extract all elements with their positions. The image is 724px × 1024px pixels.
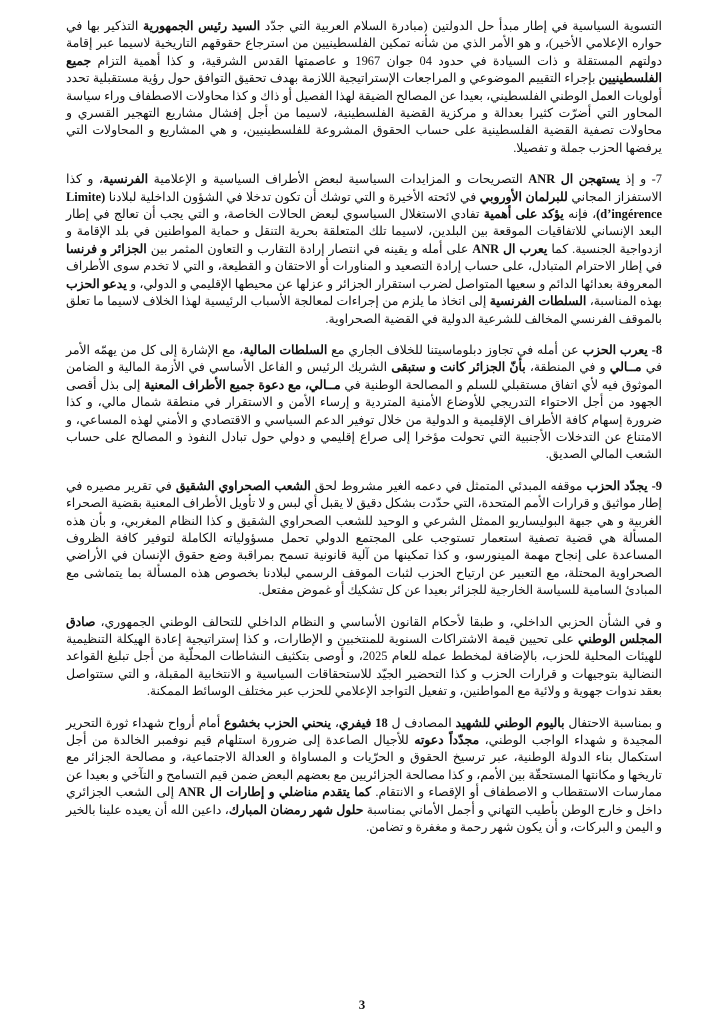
bold-text: بأنّ الجزائر كانت و ستبقى	[391, 360, 526, 375]
text-run: التسوية السياسية في إطار مبدأ حل الدولتين (مبادرة السلام العربية التي جدّد	[260, 19, 662, 33]
document-body	[66, 18, 662, 836]
text-run: أمام أرواح شهداء ثورة التحرير المجيدة و شهداء الواجب الوطني،	[66, 715, 662, 748]
bold-text: مــالي، مع دعوة جميع الأطراف المعنية	[144, 377, 341, 392]
text-run: ، داعين الله أن يعيده علينا بالخير و اليمن و البركات، و أن يكون شهر رحمة و مغفرة و تضامن.	[66, 802, 662, 835]
bold-text: السلطات المالية	[243, 342, 328, 357]
text-run: ، فإنه	[563, 207, 597, 222]
text-run: على أمله و يقينه في انتصار إرادة التقارب و التعاون المثمر بين	[146, 241, 473, 256]
text-run: على تحيين قيمة الاشتراكات السنوية للمنتخبين و الإطارات، و كذا إستراتيجية إعادة الهيكلة التنظيمية للهيئات المحلية للحزب، بالإضافة لمخطط عمله للعام 2025، و أوصى بتكثيف النشاطات المحلّية من أجل تبليغ القواعد النضالية بتوجيهات و قرارات الحزب و كذا التحضير الجيّد للاستحقاقات السياسية و الانتخابية المقبلة، و التي ستتواصل بعقد ندوات جهوية و ولائية مع المواطنين، و تفعيل التواجد الإعلامي للحزب عبر مختلف الوسائط الممكنة.	[66, 632, 662, 699]
text-run: موقفه المبدئي المتمثل في دعمه الغير مشروط لحق	[310, 478, 587, 493]
bold-text: 9- يجدّد الحزب	[586, 478, 662, 493]
bold-text: السيد رئيس الجمهورية	[142, 19, 261, 33]
paragraph-9	[66, 478, 662, 600]
text-run: في لائحته الأخيرة و التي توشك أن تكون تدخلا في الشؤون الداخلية لبلادنا	[105, 189, 480, 204]
text-run: التصريحات و المزايدات السياسية لبعض الأطراف السياسية و الإعلامية	[148, 172, 529, 187]
text-run: في تقرير مصيره في إطار مواثيق و قرارات الأمم المتحدة، التي حدّدت بشكل دقيق لا يقبل أي لبس و لا تأويل الأطراف المعنية بقضية الصحراء الغربية و هي جبهة البوليساريو الممثل الشرعي و الوحيد للشعب الصحراوي الشقيق و كذا النظام المغربي، و بأن هذه المسألة هي قضية تصفية استعمار تستوجب على المجتمع الدولي تحمل مسؤولياته الكاملة لتوفير كافة الظروف المساعدة على إنجاح مهمة المينورسو، و كذا تمكينها من آلية قانونية تسمح بمراقبة وضع حقوق الإنسان في الأراضي الصحراوية المحتلة، مع التعبير عن ارتياح الحزب لثبات الموقف الرسمي لبلادنا بخصوص هذه المسألة بما يتماشى مع المبادئ السامية للسياسة الخارجية للجزائر بعيدا عن كل تشكيك أو غموض مفتعل.	[65, 478, 662, 598]
bold-text: يعرب ال ANR	[472, 241, 548, 256]
text-run: و بمناسبة الاحتفال	[564, 715, 662, 730]
text-run: تفادي الاستغلال السياسوي لبعض الحالات الخاصة، و التي يجب أن تعالج في إطار البعد الإنساني للاتفاقيات الموقعة بين البلدين، لاسيما تلك المتعلقة بحرية التنقل و حماية المواطنين في بلد الإقامة و ازدواجية الجنسية. كما	[66, 207, 662, 256]
paragraph-martyr	[66, 715, 662, 837]
bold-text: يستهجن ال ANR	[528, 172, 621, 187]
text-run: إلى الشعب الجزائري داخل و خارج الوطن بأطيب التهاني و أجمل الأماني بمناسبة	[66, 785, 662, 817]
bold-text: حلول شهر رمضان المبارك	[228, 802, 364, 817]
bold-text: مــالي	[609, 360, 642, 375]
text-run: إلى اتخاذ ما يلزم من إجراءات لمعالجة الأسباب الرئيسية لهذا الخلاف لاسيما ما تعلق بالموقف الفرنسي المخالف للشرعية الدولية في القضية الصحراوية.	[66, 294, 662, 326]
bold-text: جميع الفلسطينيين	[66, 53, 662, 86]
text-run: 7- و إذ	[620, 172, 662, 187]
bold-text: باليوم الوطني للشهيد	[455, 715, 565, 730]
page-number: 3	[358, 997, 366, 1012]
text-run: و في الشأن الحزبي الداخلي، و طبقا لأحكام القانون الأساسي و النظام الداخلي للتحالف الوطني الجمهوري،	[95, 614, 662, 629]
text-run: ، و كذا الاستفزاز المجاني	[66, 172, 662, 204]
text-run: بإجراء التقييم الموضوعي و المراجعات الإستراتيجية اللازمة بهدف تحقيق التوافق حول رؤية مستقبلية تحدد أولويات العمل الوطني الفلسطيني، بعيدا عن المصالح الضيقة لهذا الفصيل أو ذاك و كذا محاولات الاصطفاف وراء سياسة المحاور التي أضرّت كثيرا بعدالة و مركزية القضية الفلسطينية، لاسيما من أجل إفشال مشاريع التهجير القسري و محاولات تصفية القضية الفلسطينية على حساب الحقوق المشروعة للفلسطينيين، و هي المشاريع و المحاولات التي يرفضها الحزب جملة و تفصيلا.	[66, 71, 662, 155]
bold-text: (Limite d’ingérence)	[66, 189, 663, 222]
text-run: المصادف ل	[387, 715, 456, 730]
text-run: ، مع الإشارة إلى كل من يهمّه الأمر في	[66, 342, 662, 375]
text-run: و في المنطقة،	[525, 360, 610, 375]
bold-text: الشعب الصحراوي الشقيق	[175, 478, 311, 493]
paragraph-internal	[66, 614, 662, 701]
bold-text: الجزائر و فرنسا	[66, 241, 147, 256]
bold-text: يؤكد على أهمية	[483, 207, 564, 222]
text-run: عن أمله في تجاوز دبلوماسيتنا للخلاف الجاري مع	[327, 342, 583, 357]
paragraph-7	[66, 171, 662, 328]
bold-text: صادق المجلس الوطني	[66, 614, 662, 646]
bold-text: للبرلمان الأوروبي	[479, 189, 568, 204]
text-run: بهذه المناسبة،	[586, 294, 662, 309]
bold-text: الفرنسية	[102, 172, 149, 187]
bold-text: السلطات الفرنسية	[489, 294, 587, 309]
bold-text: ينحني الحزب بخشوع	[224, 715, 332, 730]
text-run: للأجيال الصاعدة إلى ضرورة استلهام قيم نوفمبر الخالدة من أجل استكمال بناء الدولة الوطنية، عبر ترسيخ الحقوق و الحرّيات و المساواة و العدالة الاجتماعية، و مصالحة الجزائر مع تاريخها و مكانتها المستحقّة بين الأمم، و كذا مصالحة الجزائريين مع بعضهم البعض ضمن قيم التسامح و التآخي و بعيدا عن ممارسات الاستقطاب و الاصطفاف أو الإقصاء و الانتقام.	[66, 733, 662, 800]
bold-text: 8- يعرب الحزب	[582, 342, 663, 357]
paragraph-settlement	[66, 18, 662, 157]
bold-text: يدعو الحزب	[66, 276, 127, 291]
text-run: الشريك الرئيس و الفاعل الأساسي في الأزمة المالية و الضامن الموثوق فيه لأي اتفاق مستقبلي للسلم و المصالحة الوطنية في	[66, 360, 663, 392]
text-run: في إطار الاحترام المتبادل، على حساب إرادة التصعيد و المناورات أو الاحتقان و القطيعة، و التي لا تخدم سوى الأطراف المعروفة بعدائها الدائم و سعيها المتواصل لضرب استقرار الجزائر و عزلها عن محيطها الإقليمي و الدولي، و	[66, 259, 662, 291]
paragraph-8	[66, 342, 662, 464]
bold-text: كما يتقدم مناضلي و إطارات ال ANR	[178, 785, 372, 800]
text-run: التذكير بها في حواره الإعلامي الأخير)، و هو الأمر الذي من شأنه تمكين الفلسطينيين من استرجاع حقوقهم التاريخية لاسيما عبر إقامة دولتهم المستقلة و ذات السيادة في حدود 04 جوان 1967 و عاصمتها القدس الشرقية، و كذا أهمية التزام	[66, 19, 662, 68]
bold-text: 18 فيفري	[338, 715, 388, 730]
text-run: ،	[331, 715, 339, 730]
bold-text: مجدّداً دعوته	[414, 733, 480, 748]
text-run: إلى بذل أقصى الجهود من أجل الاحتواء التدريجي للأوضاع الأمنية المتردية و إرساء الأمن و الاستقرار في منطقة شمال مالي، و كذا ضرورة إسهام كافة الأطراف الإقليمية و الدولية من خلال توفير الدعم السياسي و الاقتصادي و الأمني لهذه المساعي، و الامتناع عن التدخلات الأجنبية التي تحولت مؤخرا إلى صراع إقليمي و دولي حول تبادل النفوذ و المصالح على حساب الشعب المالي الصديق.	[66, 377, 662, 462]
